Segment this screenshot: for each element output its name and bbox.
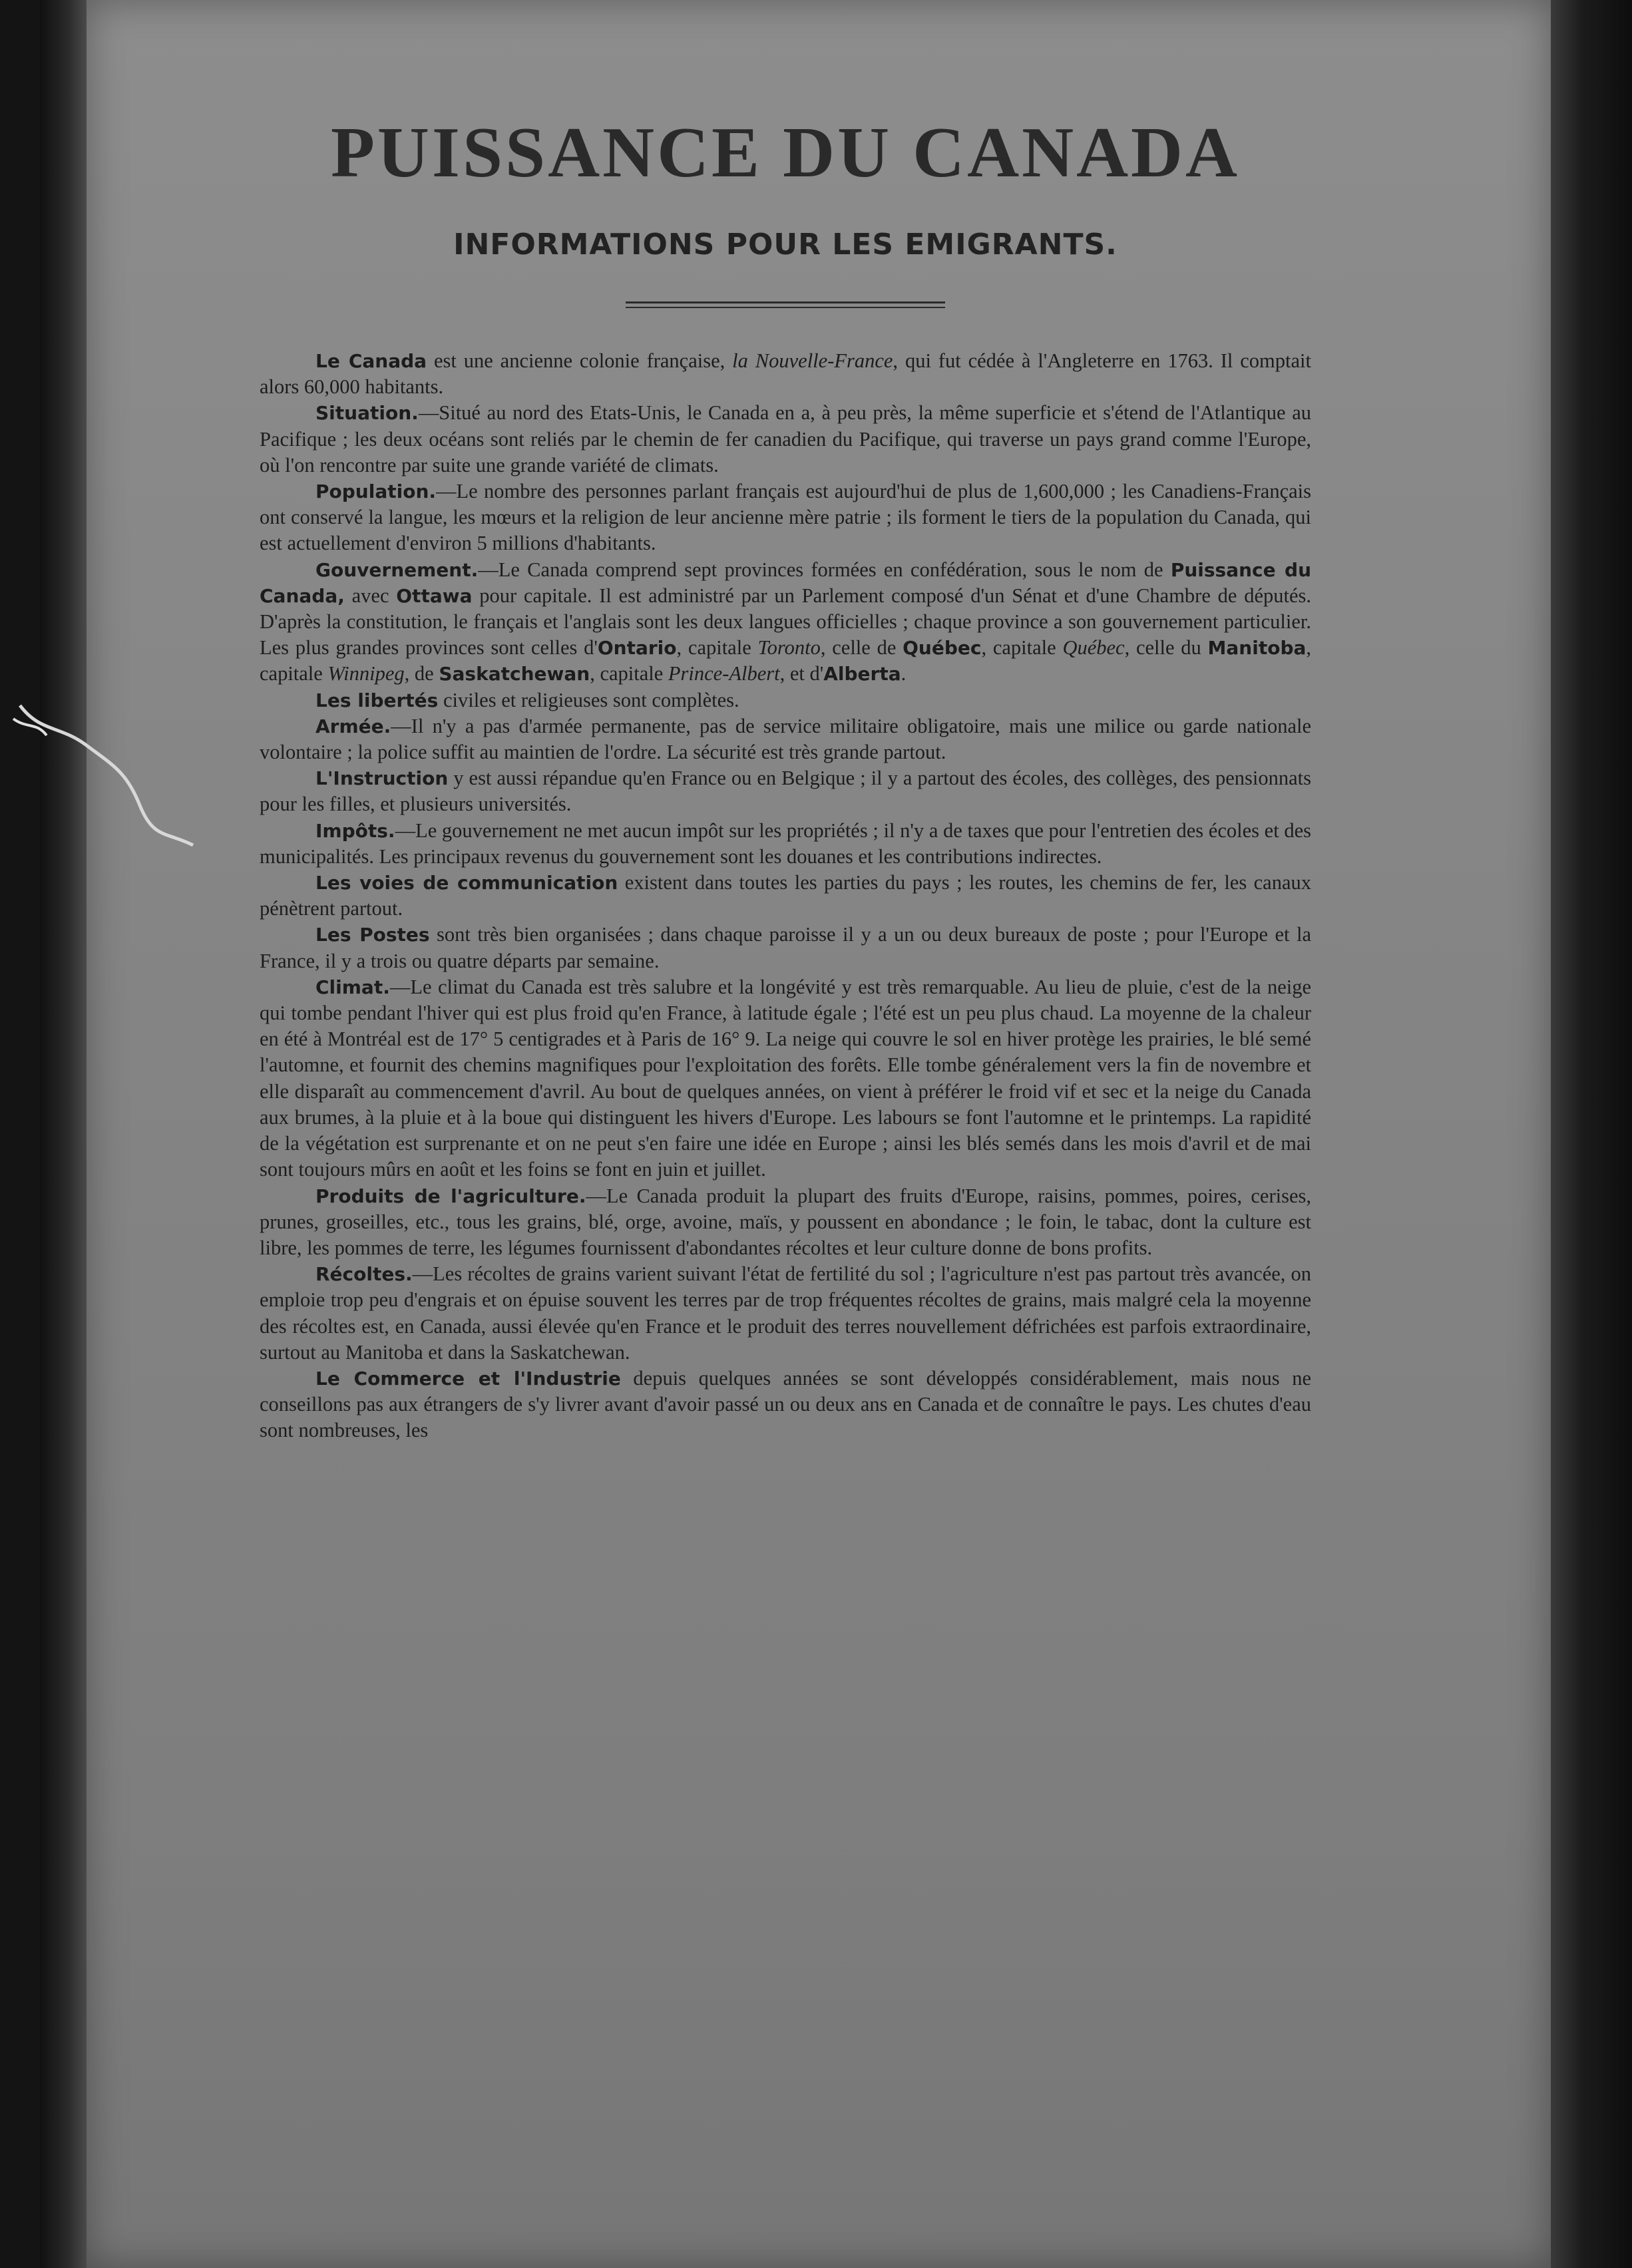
paragraph-text: —Il n'y a pas d'armée permanente, pas de service militaire obligatoire, mais une milice ou garde nationale volontaire ; la police suffit au maintien de l'ordre. La sécurité est très grande partout. xyxy=(260,714,1311,764)
paragraph-text-bold: Alberta xyxy=(823,663,901,685)
paragraph-text: , celle de xyxy=(820,636,903,660)
paragraph-text: , capitale xyxy=(676,636,758,660)
page-subtitle: INFORMATIONS POUR LES EMIGRANTS. xyxy=(453,228,1118,262)
paragraph-text-bold: Saskatchewan xyxy=(439,663,590,685)
paragraph-text: depuis quelques années se sont développés considérablement, mais nous ne conseillons pas aux étrangers de s'y livrer avant d'avoir passé un ou deux ans en Canada et de connaître le pays. Les chutes d'eau sont nombreuses, les xyxy=(260,1366,1311,1442)
paragraph-text: , capitale xyxy=(981,636,1063,660)
paragraph-text: avec xyxy=(344,584,397,607)
paragraph-lead: Les libertés xyxy=(315,689,439,711)
paragraph-text: pour capitale. Il est administré par un Parlement composé d'un Sénat et d'une Chambre de députés. D'après la constitution, le français et l'anglais sont les deux langues officielles ; chaque province a son gouvernement particulier. Les plus grandes provinces sont celles d' xyxy=(260,584,1311,660)
paragraph-lead: L'Instruction xyxy=(315,767,449,790)
title-divider xyxy=(626,301,945,308)
paragraph-text-italic: la Nouvelle-France xyxy=(732,349,893,372)
paragraph-lead: Récoltes. xyxy=(315,1263,413,1286)
paragraph-text: —Le climat du Canada est très salubre et la longévité y est très remarquable. Au lieu de pluie, c'est de la neige qui tombe pendant l'hiver qui est plus froid qu'en France, à latitude égale ; l'été est un peu plus chaud. La moyenne de la chaleur en été à Montréal est de 17° 5 centigrades et à Paris de 16° 9. La neige qui couvre le sol en hiver protège les prairies, le blé semé l'automne, et fournit des chemins magnifiques pour l'exploitation des forêts. Elle tombe généralement vers la fin de novembre et elle disparaît au commencement d'avril. Au bout de quelques années, on vient à préférer le froid vif et sec et la neige du Canada aux brumes, à la pluie et à la boue qui distinguent les hivers d'Europe. Les labours se font l'automne et le printemps. La rapidité de la végétation est surprenante et on ne peut s'en faire une idée en Europe ; ainsi les blés semés dans les mois d'avril et de mai sont toujours mûrs en août et les foins se font en juin et juillet. xyxy=(260,975,1311,1181)
scan-border-left xyxy=(40,0,87,2268)
paragraph-text: —Le Canada comprend sept provinces formées en confédération, sous le nom de xyxy=(478,558,1171,581)
paragraph-lead: Gouvernement. xyxy=(315,558,479,581)
paragraph-lead: Armée. xyxy=(315,715,391,737)
paragraph-text-bold: Québec xyxy=(903,637,982,660)
paragraph-text-italic: Québec xyxy=(1062,636,1125,660)
paragraph-text-bold: Puissance du Canada, xyxy=(260,558,1311,607)
paragraph-commerce-industrie xyxy=(260,1366,1311,1444)
paragraph-lead: Le Commerce et l'Industrie xyxy=(315,1367,621,1390)
paragraph-lead: Impôts. xyxy=(315,819,395,842)
paragraph-text-bold: Ontario xyxy=(597,637,677,660)
paragraph-text-italic: Toronto xyxy=(757,636,821,660)
paragraph-text-bold: Manitoba xyxy=(1207,637,1307,660)
paragraph-text-bold: Ottawa xyxy=(396,584,473,607)
paragraph-text: , celle du xyxy=(1124,636,1208,660)
document-body xyxy=(260,348,1311,1444)
paragraph-text: sont très bien organisées ; dans chaque paroisse il y a un ou deux bureaux de poste ; pour l'Europe et la France, il y a trois ou quatre départs par semaine. xyxy=(260,923,1311,972)
paragraph-postes xyxy=(260,922,1311,974)
paragraph-gouvernement xyxy=(260,557,1311,687)
paragraph-text: civiles et religieuses sont complètes. xyxy=(438,688,739,711)
paragraph-situation xyxy=(260,400,1311,478)
paragraph-armee xyxy=(260,713,1311,765)
paragraph-lead: Le Canada xyxy=(315,350,427,372)
paragraph-text: y est aussi répandue qu'en France ou en Belgique ; il y a partout des écoles, des collèges, des pensionnats pour les filles, et plusieurs universités. xyxy=(260,767,1311,816)
paragraph-lead: Produits de l'agriculture. xyxy=(315,1185,586,1207)
paragraph-text: —Le Canada produit la plupart des fruits d'Europe, raisins, pommes, poires, cerises, prunes, groseilles, etc., tous les grains, blé, orge, avoine, maïs, y poussent en abondance ; le foin, le tabac, dont la culture est libre, les pommes de terre, les légumes fournissent d'abondantes récoltes et leur culture donne de bons profits. xyxy=(260,1184,1311,1259)
paragraph-lead: Les Postes xyxy=(315,924,430,946)
paragraph-population xyxy=(260,478,1311,557)
paragraph-text-italic: Prince-Albert xyxy=(668,662,780,685)
paragraph-text: —Situé au nord des Etats-Unis, le Canada en a, à peu près, la même superficie et s'étend de l'Atlantique au Pacifique ; les deux océans sont reliés par le chemin de fer canadien du Pacifique, qui traverse un pays grand comme l'Europe, où l'on rencontre par suite une grande variété de climats. xyxy=(260,401,1311,476)
paragraph-text: existent dans toutes les parties du pays ; les routes, les chemins de fer, les canaux pénètrent partout. xyxy=(260,871,1312,920)
paragraph-text: , de xyxy=(404,662,439,685)
paragraph-lead: Les voies de communication xyxy=(315,872,618,894)
paragraph-text: , capitale xyxy=(260,636,1312,685)
paragraph-instruction xyxy=(260,765,1311,817)
paragraph-text: —Le gouvernement ne met aucun impôt sur les propriétés ; il n'y a de taxes que pour l'entretien des écoles et des municipalités. Les principaux revenus du gouvernement sont les douanes et les contributions indirectes. xyxy=(260,819,1311,868)
paragraph-text: , et d' xyxy=(779,662,824,685)
paragraph-voies-communication xyxy=(260,870,1311,922)
paragraph-recoltes xyxy=(260,1261,1311,1366)
paragraph-text: . xyxy=(901,662,907,685)
paragraph-text: est une ancienne colonie française, xyxy=(427,349,733,372)
paragraph-impots xyxy=(260,818,1311,870)
paragraph-lead: Situation. xyxy=(315,402,419,425)
paragraph-climat xyxy=(260,974,1311,1183)
page-title: PUISSANCE DU CANADA xyxy=(330,113,1241,192)
paragraph-text: , capitale xyxy=(590,662,668,685)
paragraph-lead: Population. xyxy=(315,480,437,503)
paragraph-text: —Le nombre des personnes parlant français est aujourd'hui de plus de 1,600,000 ; les Canadiens-Français ont conservé la langue, les mœurs et la religion de leur ancienne mère patrie ; ils forment le tiers de la population du Canada, qui est actuellement d'environ 5 millions d'habitants. xyxy=(260,480,1311,555)
document-content xyxy=(260,113,1311,1444)
paragraph-lead: Climat. xyxy=(315,976,390,998)
ink-smudge-mark xyxy=(0,692,226,852)
paragraph-text: —Les récoltes de grains varient suivant l'état de fertilité du sol ; l'agriculture n'est pas partout très avancée, on emploie trop peu d'engrais et on épuise souvent les terres par de trop fréquentes récoltes de grains, mais malgré cela la moyenne des récoltes est, en Canada, aussi élevée qu'en France et le produit des terres nouvellement défrichées est parfois extraordinaire, surtout au Manitoba et dans la Saskatchewan. xyxy=(260,1262,1311,1364)
paragraph-text-italic: Winnipeg xyxy=(327,662,405,685)
paragraph-produits-agriculture xyxy=(260,1183,1311,1262)
paragraph-text: , qui fut cédée à l'Angleterre en 1763. Il comptait alors 60,000 habitants. xyxy=(260,349,1311,399)
paragraph-le-canada xyxy=(260,348,1311,400)
scan-border-right xyxy=(1551,0,1632,2268)
paragraph-libertes xyxy=(260,687,1311,713)
